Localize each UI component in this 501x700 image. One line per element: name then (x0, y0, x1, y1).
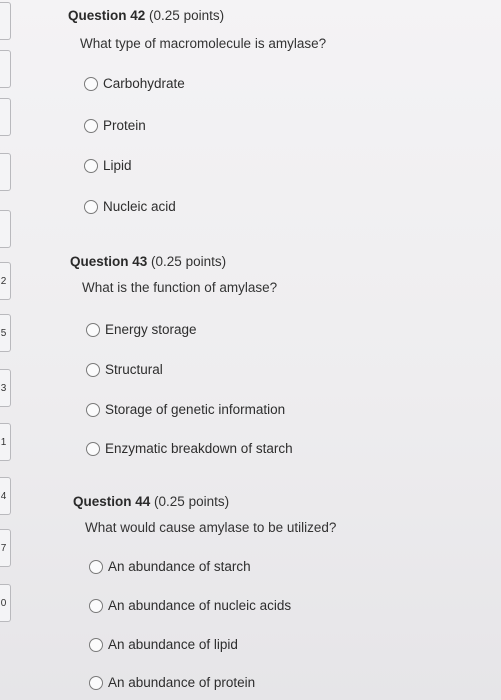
answer-option[interactable] (86, 441, 293, 456)
answer-label: An abundance of protein (108, 675, 256, 690)
answer-label: Carbohydrate (103, 76, 185, 91)
question-points: (0.25 points) (149, 8, 225, 23)
radio-button[interactable] (86, 442, 100, 456)
answer-option[interactable] (89, 559, 251, 574)
answer-label: An abundance of nucleic acids (108, 598, 292, 613)
question-block (70, 254, 226, 269)
question-nav-tab[interactable] (0, 2, 11, 40)
answer-label: Enzymatic breakdown of starch (105, 441, 293, 456)
answer-label: Structural (105, 362, 163, 377)
radio-button[interactable] (89, 638, 103, 652)
answer-option[interactable] (84, 199, 176, 214)
answer-label: Protein (103, 118, 146, 133)
answer-option[interactable] (86, 362, 163, 377)
question-title: Question 44 (0.25 points) (73, 494, 230, 509)
question-text: What type of macromolecule is amylase? (80, 36, 327, 51)
answer-option[interactable] (84, 118, 146, 133)
radio-button[interactable] (84, 200, 98, 214)
answer-option[interactable] (86, 322, 197, 337)
question-text: What is the function of amylase? (82, 280, 278, 295)
radio-button[interactable] (86, 363, 100, 377)
answer-option[interactable] (84, 76, 185, 91)
answer-label: Nucleic acid (103, 199, 176, 214)
radio-button[interactable] (89, 676, 103, 690)
question-nav-tab[interactable]: 7 (0, 529, 11, 567)
question-nav-tab[interactable]: 1 (0, 423, 11, 461)
answer-option[interactable] (84, 158, 132, 173)
radio-button[interactable] (84, 77, 98, 91)
answer-label: An abundance of starch (108, 559, 251, 574)
radio-button[interactable] (86, 323, 100, 337)
radio-button[interactable] (84, 159, 98, 173)
question-nav-tab[interactable]: 0 (0, 584, 11, 622)
question-title: Question 43 (0.25 points) (70, 254, 227, 269)
question-nav-tab[interactable]: 3 (0, 369, 11, 407)
question-nav-tab[interactable]: 2 (0, 262, 11, 300)
answer-label: Energy storage (105, 322, 197, 337)
question-nav-strip (0, 0, 12, 700)
question-nav-tab[interactable] (0, 98, 11, 136)
answer-label: An abundance of lipid (108, 637, 238, 652)
question-nav-tab[interactable]: 5 (0, 314, 11, 352)
answer-option[interactable] (89, 637, 238, 652)
question-nav-tab[interactable] (0, 50, 11, 88)
answer-option[interactable] (89, 675, 255, 690)
question-block (68, 8, 224, 23)
radio-button[interactable] (89, 599, 103, 613)
radio-button[interactable] (86, 403, 100, 417)
answer-label: Lipid (103, 158, 132, 173)
answer-option[interactable] (89, 598, 291, 613)
question-points: (0.25 points) (151, 254, 227, 269)
question-nav-tab[interactable]: 4 (0, 477, 11, 515)
radio-button[interactable] (84, 119, 98, 133)
answer-option[interactable] (86, 402, 285, 417)
question-text: What would cause amylase to be utilized? (85, 520, 337, 535)
question-points: (0.25 points) (154, 494, 230, 509)
radio-button[interactable] (89, 560, 103, 574)
answer-label: Storage of genetic information (105, 402, 286, 417)
question-nav-tab[interactable] (0, 210, 11, 248)
question-title: Question 42 (0.25 points) (68, 8, 225, 23)
question-nav-tab[interactable] (0, 153, 11, 191)
question-block (73, 494, 229, 509)
